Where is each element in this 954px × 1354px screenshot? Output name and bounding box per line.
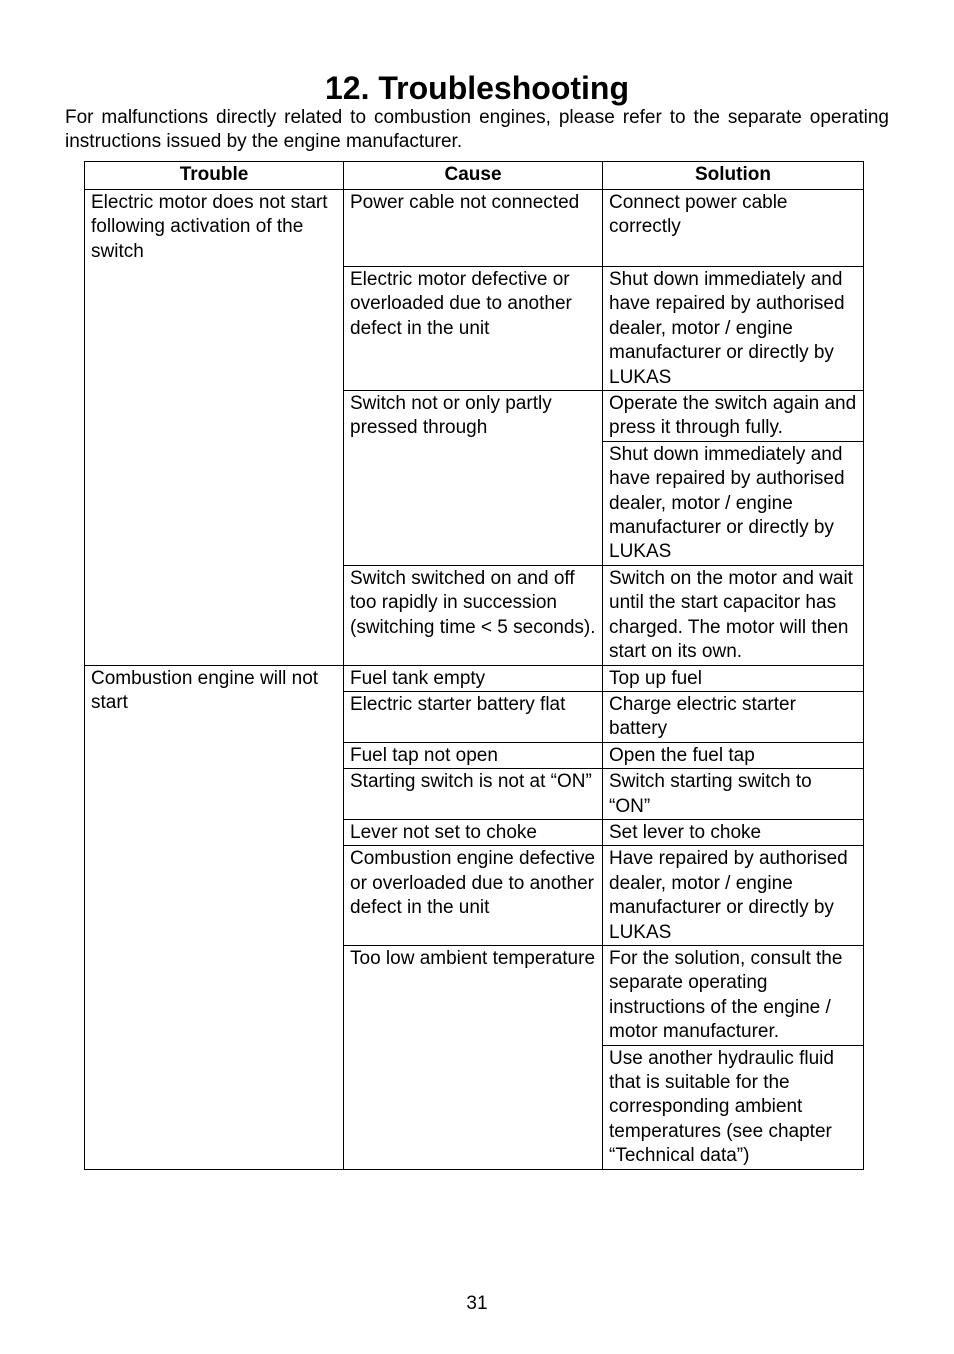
trouble-cell: Combustion engine will not start: [85, 665, 344, 1169]
solution-cell: Use another hydraulic fluid that is suitable for the corresponding ambient temperatures (see chapter “Technical data”): [603, 1045, 864, 1169]
cause-cell: Electric motor defective or overloaded due to another defect in the unit: [344, 267, 603, 391]
table-row: [85, 190, 864, 267]
solution-cell: Charge electric starter battery: [603, 691, 864, 742]
solution-cell: Shut down immediately and have repaired by authorised dealer, motor / engine manufacturer or directly by LUKAS: [603, 441, 864, 565]
solution-cell: Connect power cable correctly: [603, 190, 864, 267]
header-solution: Solution: [603, 162, 864, 190]
page-title: 12. Troubleshooting: [324, 70, 629, 106]
troubleshooting-table: [84, 161, 864, 1170]
solution-cell: Operate the switch again and press it through fully.: [603, 391, 864, 442]
solution-cell: Switch starting switch to “ON”: [603, 769, 864, 820]
solution-cell: Top up fuel: [603, 665, 864, 691]
intro-paragraph: For malfunctions directly related to combustion engines, please refer to the separate operating instructions issued by the engine manufacturer.: [65, 107, 889, 152]
cause-cell: Fuel tank empty: [344, 665, 603, 691]
cause-cell: Switch not or only partly pressed through: [344, 391, 603, 566]
header-trouble: Trouble: [85, 162, 344, 190]
solution-cell: Have repaired by authorised dealer, motor / engine manufacturer or directly by LUKAS: [603, 846, 864, 946]
cause-cell: Switch switched on and off too rapidly in succession (switching time < 5 seconds).: [344, 565, 603, 665]
solution-cell: Shut down immediately and have repaired by authorised dealer, motor / engine manufacturer or directly by LUKAS: [603, 267, 864, 391]
solution-cell: For the solution, consult the separate operating instructions of the engine / motor manufacturer.: [603, 945, 864, 1045]
cause-cell: Starting switch is not at “ON”: [344, 769, 603, 820]
trouble-cell: Electric motor does not start following activation of the switch: [85, 190, 344, 666]
header-cause: Cause: [344, 162, 603, 190]
cause-cell: Fuel tap not open: [344, 742, 603, 768]
cause-cell: Too low ambient temperature: [344, 945, 603, 1169]
page-number: 31: [466, 1293, 488, 1314]
solution-cell: Set lever to choke: [603, 819, 864, 845]
cause-cell: Lever not set to choke: [344, 819, 603, 845]
table-row: [85, 665, 864, 691]
solution-cell: Open the fuel tap: [603, 742, 864, 768]
cause-cell: Electric starter battery flat: [344, 691, 603, 742]
cause-cell: Combustion engine defective or overloaded due to another defect in the unit: [344, 846, 603, 946]
solution-cell: Switch on the motor and wait until the start capacitor has charged. The motor will then start on its own.: [603, 565, 864, 665]
table-header-row: [85, 162, 864, 190]
cause-cell: Power cable not connected: [344, 190, 603, 267]
